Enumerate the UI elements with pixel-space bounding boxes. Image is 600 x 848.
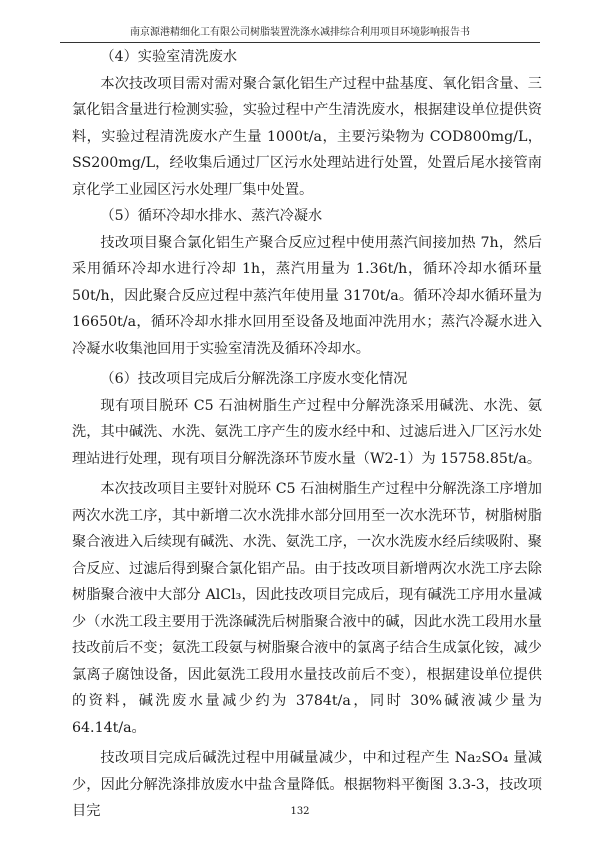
paragraph-cooling-water: 技改项目聚合氯化铝生产聚合反应过程中使用蒸汽间接加热 7h，然后采用循环冷却水进行冷却 1h，蒸汽用量为 1.36t/h，循环冷却水循环量50t/h，因此聚合反应过程中蒸汽年使用量 3170t/a。循环冷却水循环量为16650t/a，循环冷却水排水回用至设备及地面冲洗用水；蒸汽冷凝水进入冷凝水收集池回用于实验室清洗及循环冷却水。 — [72, 234, 542, 357]
section-heading-4: （4）实验室清洗废水 — [100, 49, 238, 65]
section-heading-6: （6）技改项目完成后分解洗涤工序废水变化情况 — [100, 371, 408, 387]
paragraph-alkali-reduction: 技改项目完成后碱洗过程中用碱量减少，中和过程产生 Na₂SO₄ 量减少，因此分解洗涤排放废水中盐含量降低。根据物料平衡图 3.3-3，技改项目完 — [72, 750, 542, 819]
document-body — [72, 44, 542, 825]
paragraph-retrofit-project: 本次技改项目主要针对脱环 C5 石油树脂生产过程中分解洗涤工序增加两次水洗工序，其中新增二次水洗排水部分回用至一次水洗环节，树脂树脂聚合液进入后续现有碱洗、水洗、氨洗工序，一次水洗废水经后续吸附、聚合反应、过滤后得到聚合氯化铝产品。由于技改项目新增两次水洗工序去除树脂聚合液中大部分 AlCl₃，因此技改项目完成后，现有碱洗工序用水量减少（水洗工段主要用于洗涤碱洗后树脂聚合液中的碱，因此水洗工段用水量技改前后不变；氨洗工段氨与树脂聚合液中的氯离子结合生成氯化铵，减少氯离子腐蚀设备，因此氨洗工段用水量技改前后不变），根据建设单位提供的资料，碱洗废水量减少约为 3784t/a，同时 30%碱液减少量为 64.14t/a。 — [72, 481, 542, 736]
page-number: 132 — [290, 806, 310, 817]
paragraph-lab-wastewater: 本次技改项目需对需对聚合氯化铝生产过程中盐基度、氧化铝含量、三氯化铝含量进行检测实验，实验过程中产生清洗废水，根据建设单位提供资料，实验过程清洗废水产生量 1000t/a，主要污染物为 COD800mg/L，SS200mg/L，经收集后通过厂区污水处理站进行处置，处置后尾水接管南京化学工业园区污水处理厂集中处置。 — [72, 75, 542, 198]
paragraph-existing-project: 现有项目脱环 C5 石油树脂生产过程中分解洗涤采用碱洗、水洗、氨洗，其中碱洗、水洗、氨洗工序产生的废水经中和、过滤后进入厂区污水处理站进行处理，现有项目分解洗涤环节废水量（W2-1）为 15758.85t/a。 — [72, 397, 542, 467]
section-heading-5: （5）循环冷却水排水、蒸汽冷凝水 — [100, 208, 323, 224]
page-header: 南京源港精细化工有限公司树脂装置洗涤水减排综合利用项目环境影响报告书 — [60, 24, 540, 43]
